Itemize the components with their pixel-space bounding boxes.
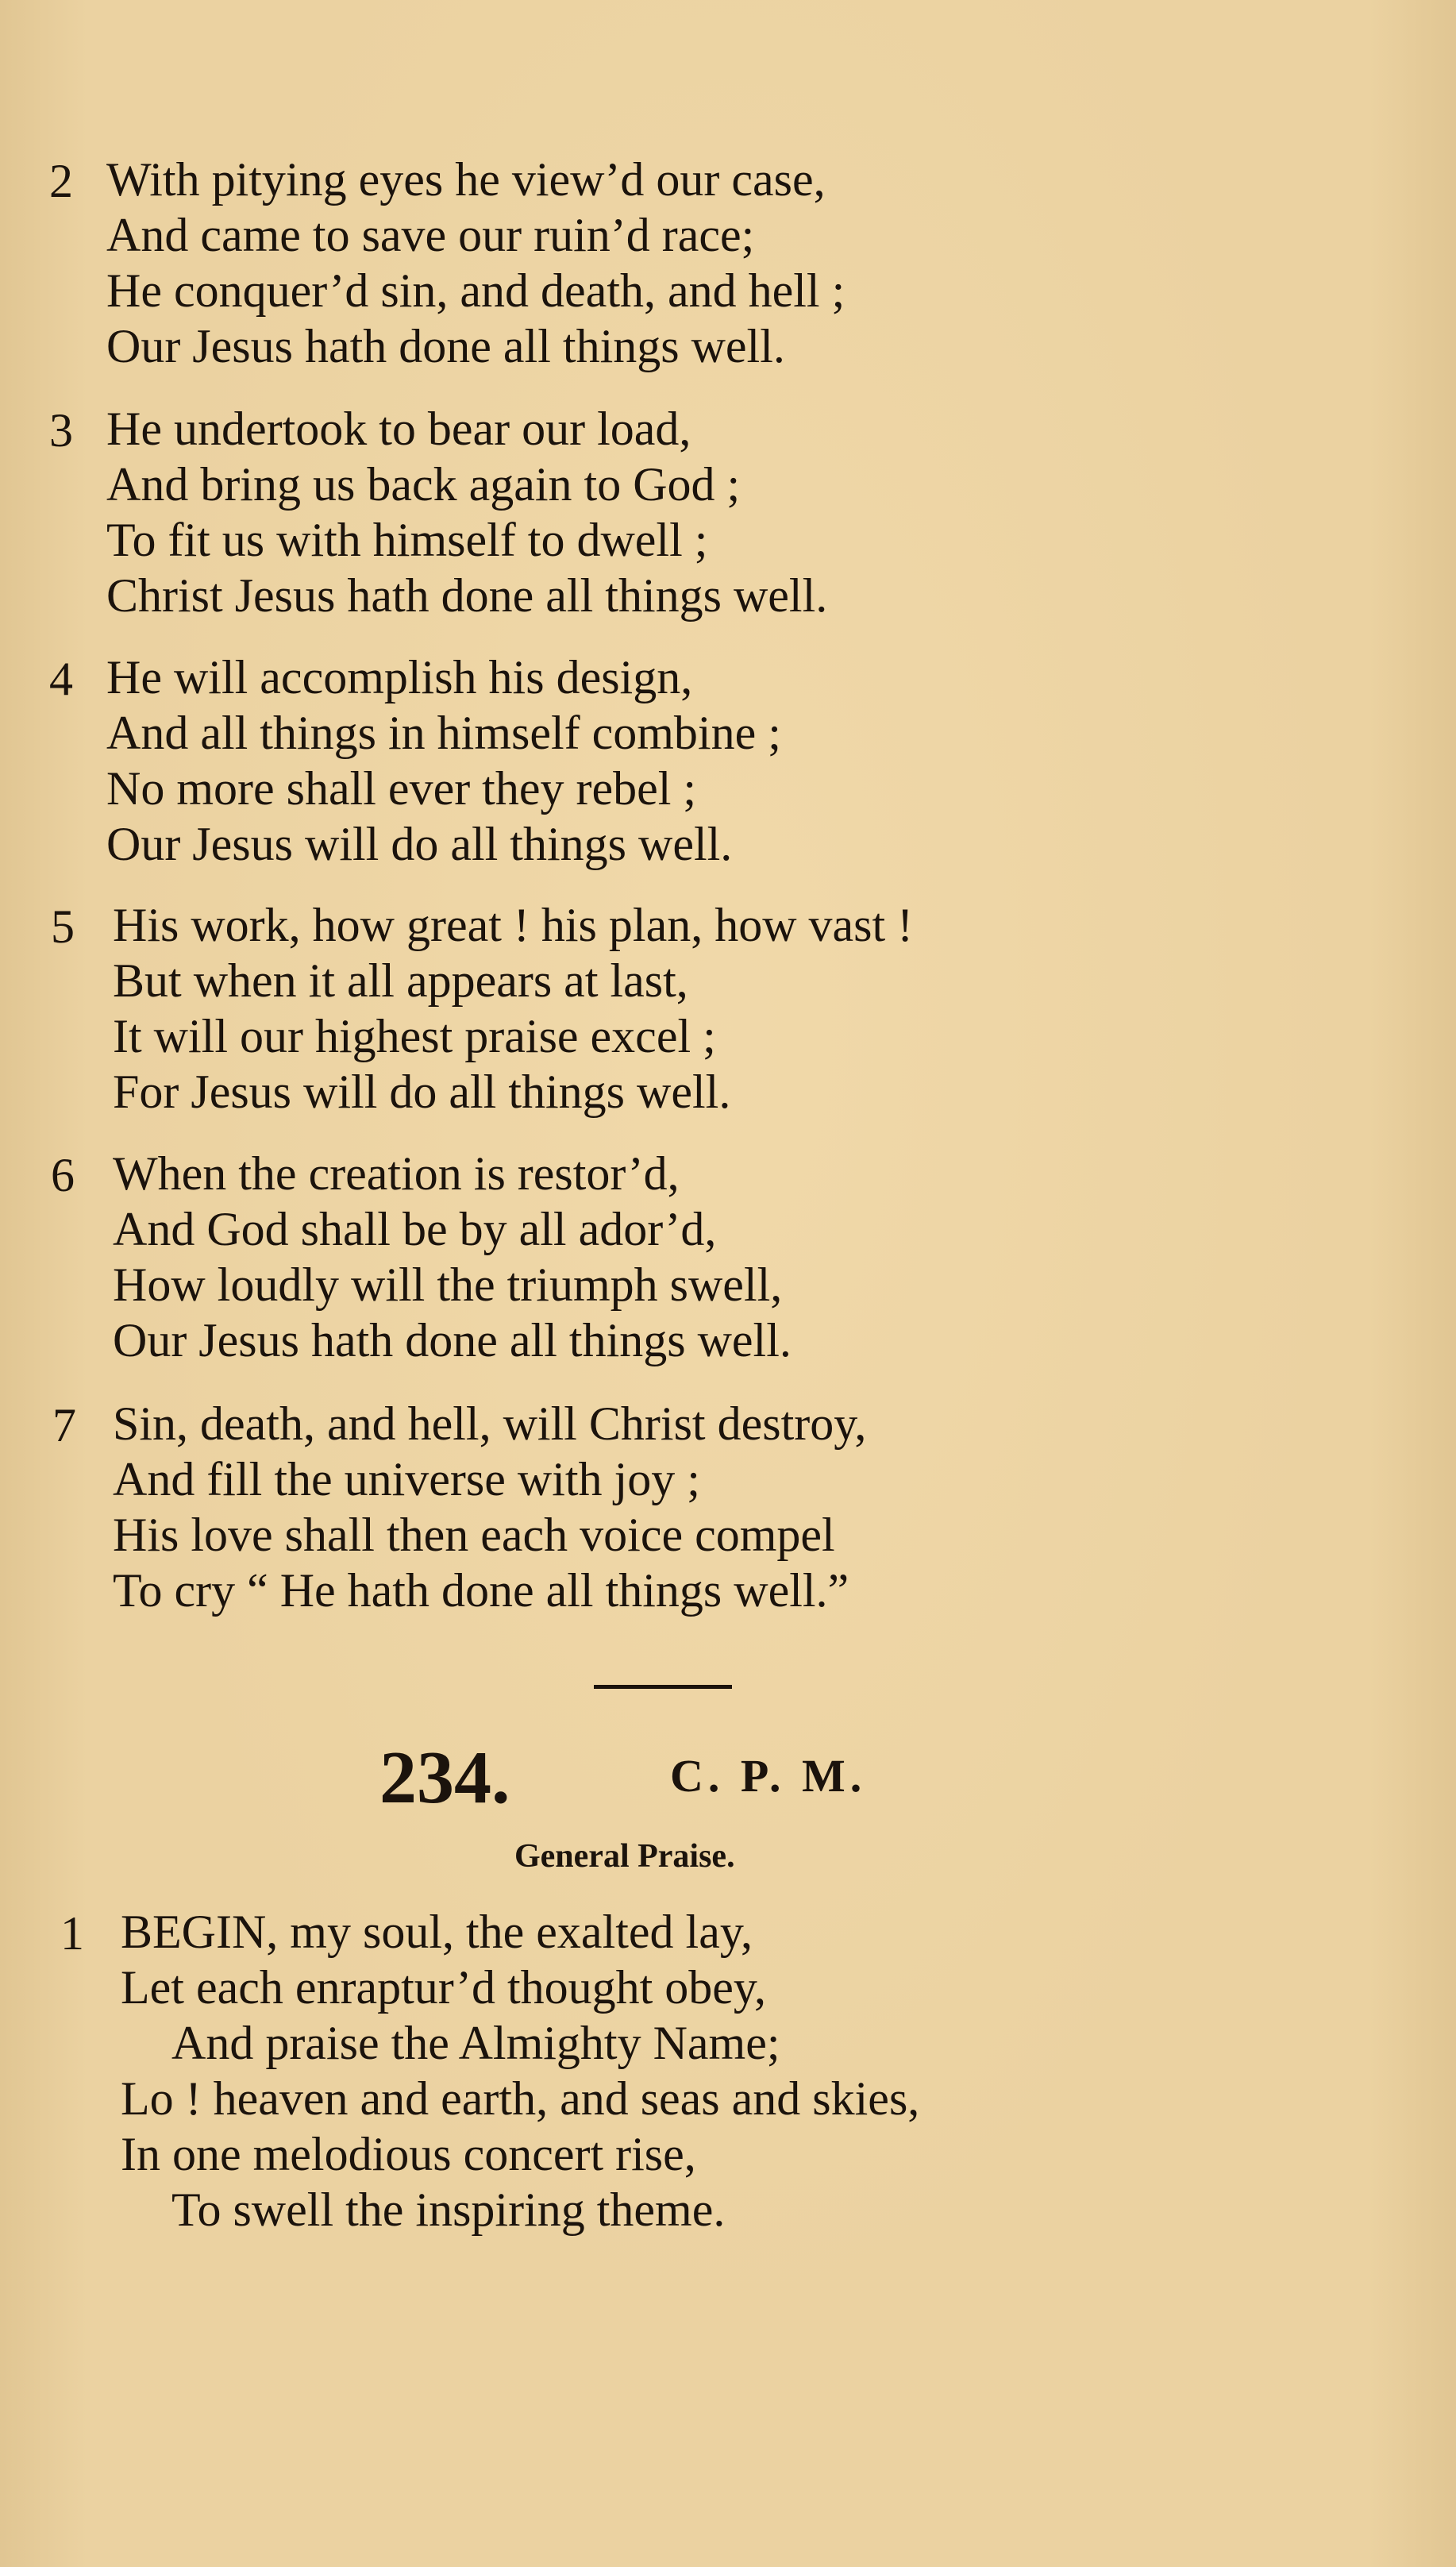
verse-number: 3 <box>49 404 73 457</box>
hymn-number: 234. <box>379 1736 510 1819</box>
verse-line: His work, how great ! his plan, how vast ! <box>113 899 914 951</box>
verse-number: 6 <box>51 1149 75 1201</box>
verse-line: With pitying eyes he view’d our case, <box>106 153 826 206</box>
verse-number: 4 <box>49 653 73 705</box>
verse-line: To fit us with himself to dwell ; <box>106 514 708 566</box>
verse-line: He conquer’d sin, and death, and hell ; <box>106 264 845 317</box>
verse-line: But when it all appears at last, <box>113 954 688 1007</box>
hymn-subject: General Praise. <box>514 1838 735 1875</box>
verse-number: 7 <box>52 1399 76 1451</box>
verse-line: To swell the inspiring theme. <box>171 2183 726 2236</box>
verse-line: He undertook to bear our load, <box>106 403 691 455</box>
verse-line: To cry “ He hath done all things well.” <box>113 1564 849 1617</box>
verse-line: Lo ! heaven and earth, and seas and skies, <box>121 2072 920 2125</box>
verse-line: Our Jesus hath done all things well. <box>106 320 785 372</box>
section-divider <box>594 1685 732 1689</box>
verse-line: BEGIN, my soul, the exalted lay, <box>121 1906 753 1958</box>
verse-line: Sin, death, and hell, will Christ destroy, <box>113 1397 867 1450</box>
verse-line: No more shall ever they rebel ; <box>106 762 697 815</box>
verse-line: And praise the Almighty Name; <box>171 2017 780 2069</box>
verse-number: 2 <box>49 155 73 207</box>
verse-number: 5 <box>51 900 75 953</box>
verse-line: It will our highest praise excel ; <box>113 1010 716 1062</box>
verse-line: And fill the universe with joy ; <box>113 1453 700 1505</box>
verse-number: 1 <box>60 1907 84 1960</box>
verse-line: Let each enraptur’d thought obey, <box>121 1961 767 2014</box>
verse-line: And came to save our ruin’d race; <box>106 209 755 261</box>
verse-line: His love shall then each voice compel <box>113 1509 835 1561</box>
verse-line: Christ Jesus hath done all things well. <box>106 569 828 622</box>
verse-line: And God shall be by all ador’d, <box>113 1203 717 1255</box>
verse-line: When the creation is restor’d, <box>113 1147 680 1200</box>
verse-line: And all things in himself combine ; <box>106 707 781 759</box>
hymn-meter: C. P. M. <box>670 1750 867 1802</box>
verse-line: And bring us back again to God ; <box>106 458 741 511</box>
verse-line: Our Jesus will do all things well. <box>106 818 733 870</box>
verse-line: In one melodious concert rise, <box>121 2128 696 2180</box>
verse-line: Our Jesus hath done all things well. <box>113 1314 792 1366</box>
verse-line: How loudly will the triumph swell, <box>113 1258 783 1311</box>
verse-line: He will accomplish his design, <box>106 651 693 703</box>
verse-line: For Jesus will do all things well. <box>113 1066 731 1118</box>
